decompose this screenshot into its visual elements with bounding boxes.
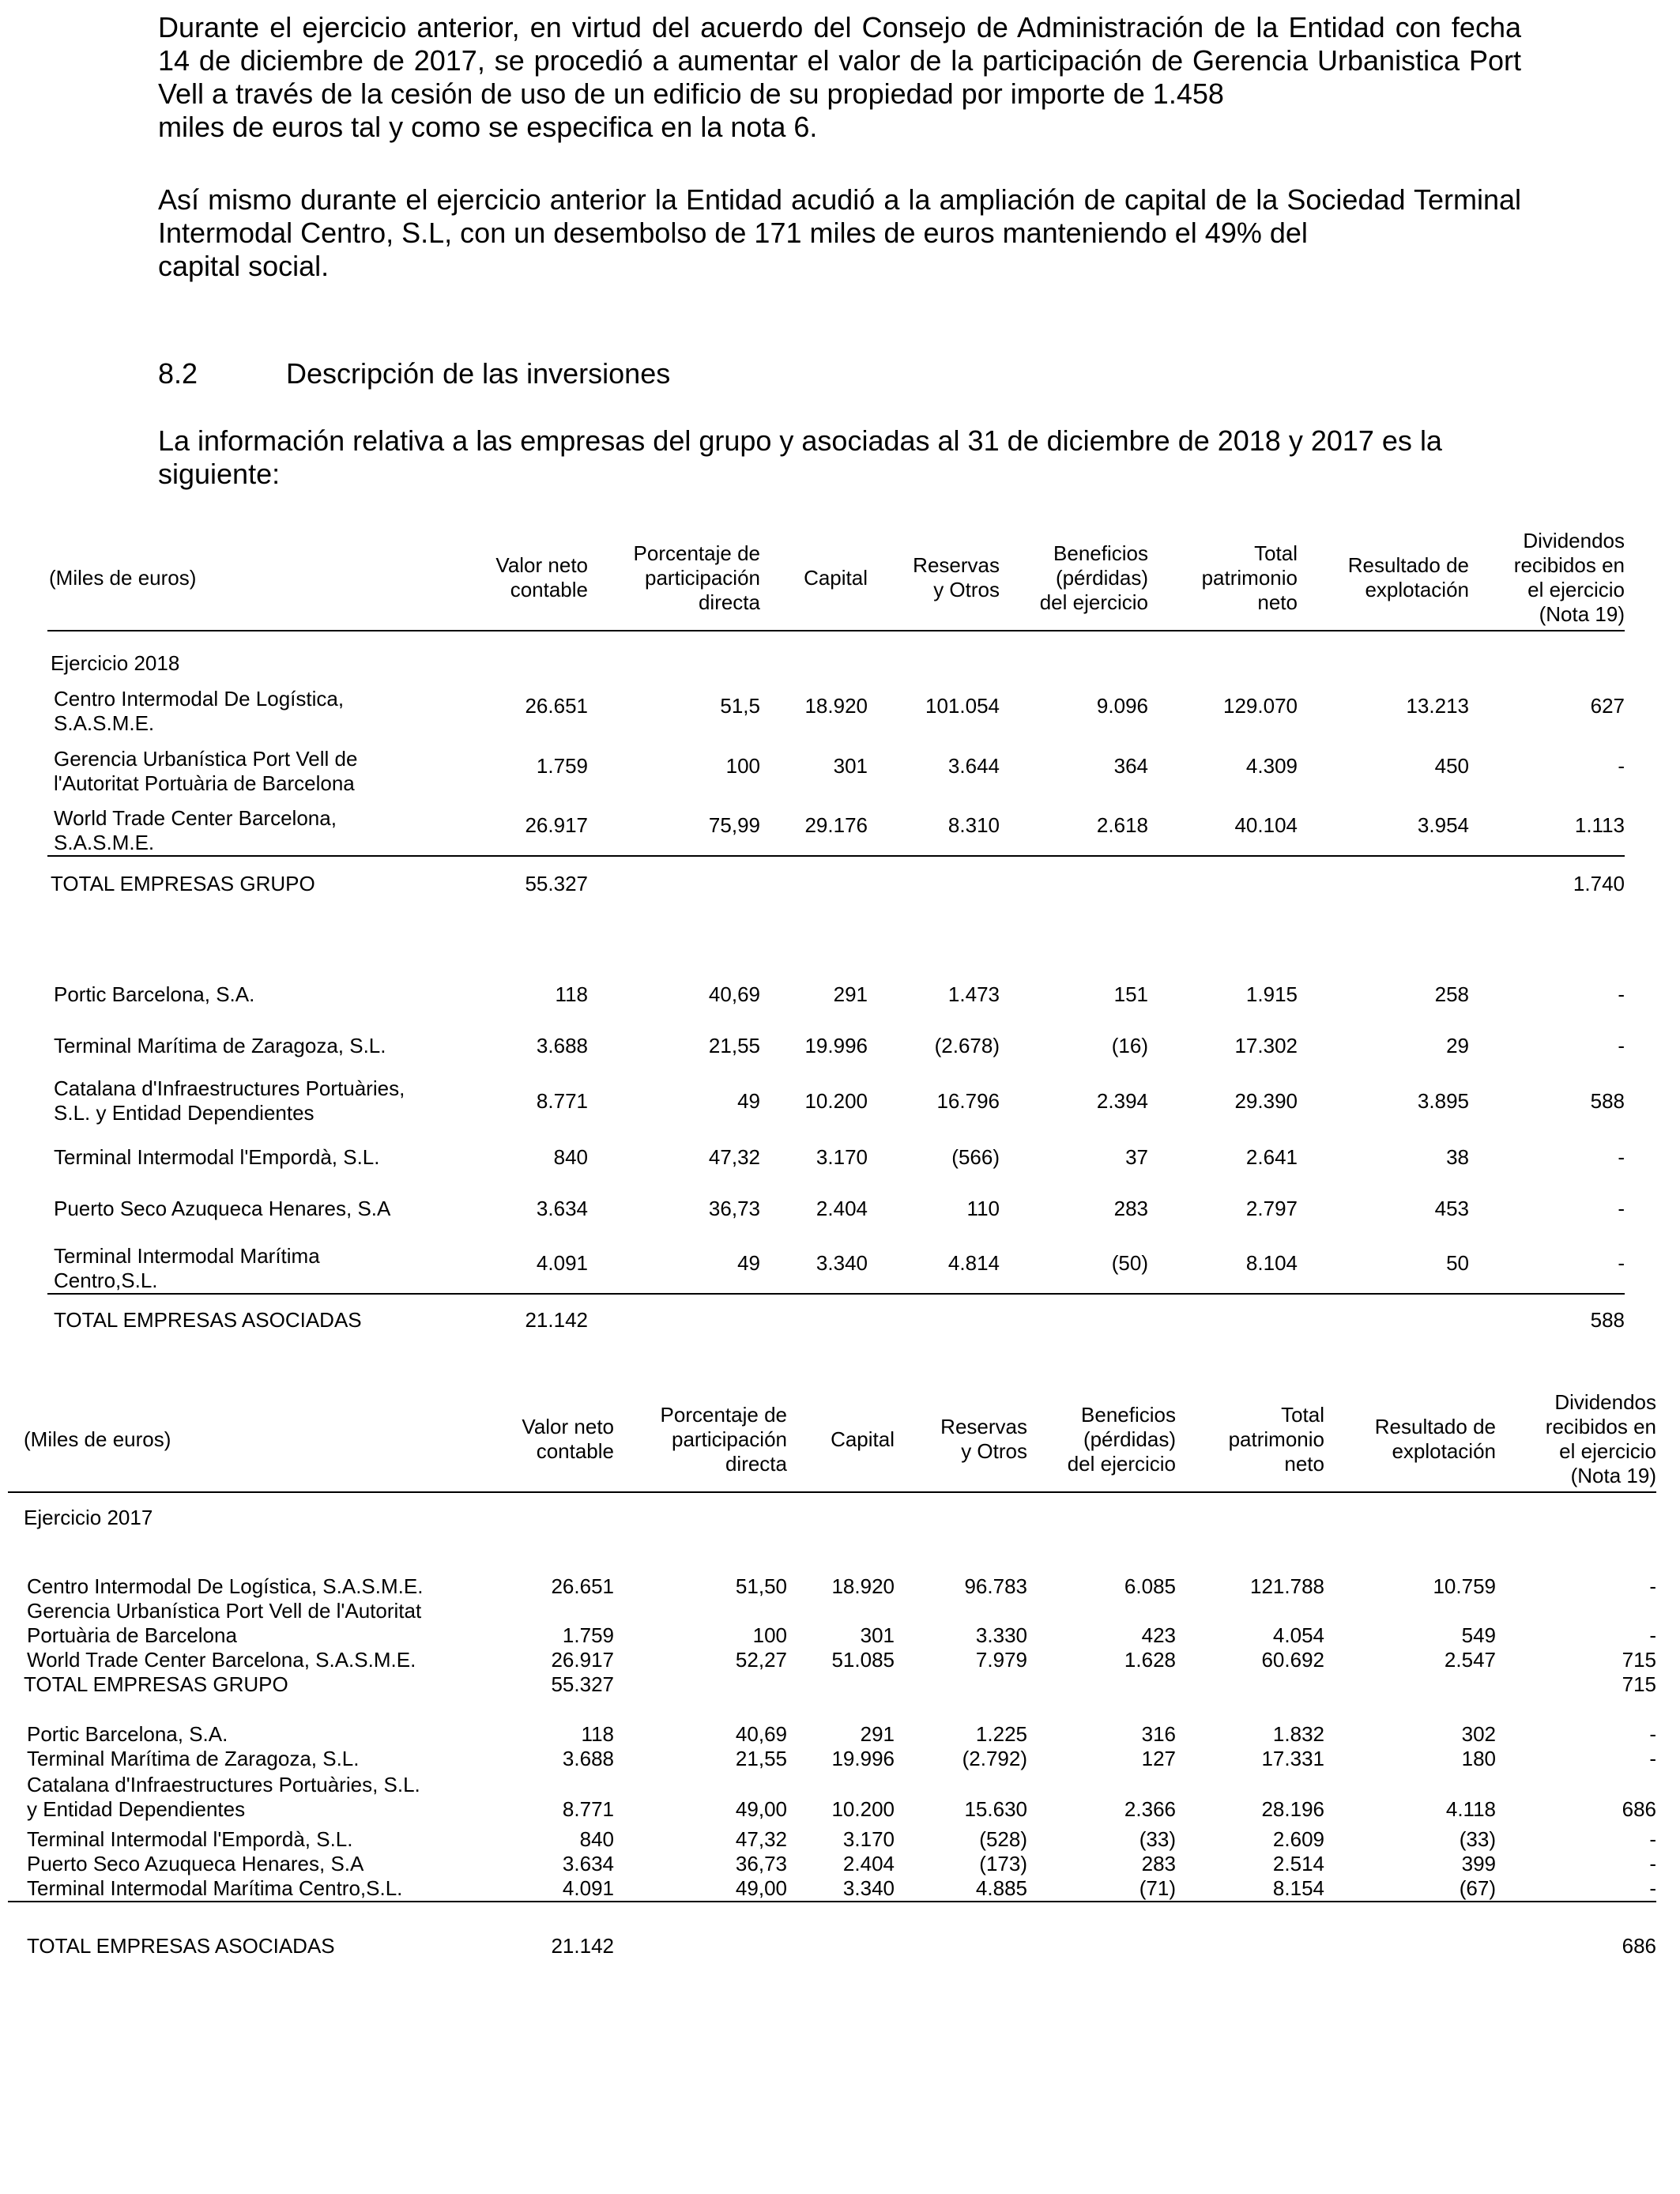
total-grupo-row (47, 856, 1625, 911)
beneficios-cell: (71) (1027, 1876, 1176, 1902)
reservas-cell: 8.310 (868, 796, 1000, 856)
resultado-cell: 453 (1434, 1196, 1469, 1220)
pct-cell: 51,5 (720, 693, 760, 718)
pct-cell: 36,73 (735, 1852, 787, 1875)
dividendos-cell: - (1649, 1852, 1656, 1875)
reservas-cell: (566) (951, 1144, 1000, 1169)
company-name: Catalana d'Infraestructures Portuàries, S.L. y Entidad Dependientes (54, 1076, 405, 1125)
capital-cell: 19.996 (831, 1747, 895, 1770)
patrimonio-cell: 2.609 (1272, 1827, 1324, 1851)
reservas-cell: 15.630 (964, 1797, 1027, 1821)
company-name: Catalana d'Infraestructures Portuàries, S.L. y Entidad Dependientes (27, 1773, 420, 1821)
intro-last-line: siguiente: (158, 458, 281, 490)
valor-cell: 3.688 (562, 1747, 614, 1770)
paragraph-body: Durante el ejercicio anterior, en virtud del acuerdo del Consejo de Administración de la Entidad con fecha 14 de diciembre de 2017, se procedió a aumentar el valor de la participación de Gerencia Urbanistica Port Vell a través de la cesión de uso de un edificio de su propiedad por importe de 1.458 (158, 11, 1521, 110)
valor-cell: 3.634 (562, 1852, 614, 1875)
valor-cell: 26.651 (525, 693, 588, 718)
dividendos-cell: 715 (1622, 1648, 1656, 1672)
beneficios-cell: 364 (1113, 753, 1148, 778)
company-name: Portic Barcelona, S.A. (27, 1722, 228, 1746)
resultado-cell: 450 (1434, 753, 1469, 778)
dividendos-cell: - (1649, 1574, 1656, 1598)
pct-cell: 40,69 (735, 1722, 787, 1746)
table-header-row (8, 1387, 1656, 1492)
total-label: TOTAL EMPRESAS GRUPO (24, 1672, 288, 1696)
table-row (8, 1876, 1656, 1902)
total-asociadas-row (47, 1294, 1625, 1346)
capital-cell: 18.920 (831, 1574, 895, 1598)
total-dividendos: 588 (1590, 1308, 1625, 1332)
patrimonio-cell: 121.788 (1250, 1574, 1324, 1598)
reservas-cell: 3.330 (975, 1623, 1027, 1647)
valor-cell: 8.771 (562, 1797, 614, 1821)
valor-cell: 1.759 (562, 1623, 614, 1647)
capital-cell: 10.200 (831, 1797, 895, 1821)
capital-cell: 2.404 (842, 1852, 895, 1875)
header-valor: Valor neto contable (506, 1387, 614, 1492)
valor-cell: 3.634 (536, 1196, 588, 1220)
reservas-cell: 4.885 (895, 1876, 1027, 1902)
company-name: World Trade Center Barcelona, S.A.S.M.E. (27, 1648, 416, 1672)
total-valor: 55.327 (525, 872, 588, 895)
dividendos-cell: - (1618, 982, 1625, 1006)
pct-cell: 49,00 (735, 1797, 787, 1821)
dividendos-cell: 686 (1622, 1797, 1656, 1821)
company-name: Terminal Intermodal l'Empordà, S.L. (54, 1144, 380, 1169)
company-name: Terminal Intermodal Marítima Centro,S.L. (47, 1234, 478, 1294)
resultado-cell: 549 (1461, 1623, 1496, 1647)
total-dividendos: 715 (1622, 1672, 1656, 1696)
valor-cell: 840 (579, 1827, 614, 1851)
table-row (47, 1183, 1625, 1234)
resultado-cell: 399 (1461, 1852, 1496, 1875)
table-header-row (47, 526, 1625, 631)
beneficios-cell: 316 (1141, 1722, 1176, 1746)
resultado-cell: 13.213 (1406, 693, 1469, 718)
pct-cell: 100 (752, 1623, 787, 1647)
total-asociadas-row (8, 1902, 1656, 1958)
beneficios-cell: (16) (1111, 1033, 1148, 1057)
header-reservas: Reservas y Otros (895, 1387, 1027, 1492)
valor-cell: 8.771 (536, 1088, 588, 1113)
reservas-cell: (2.792) (962, 1747, 1027, 1770)
capital-cell: 3.340 (787, 1876, 895, 1902)
patrimonio-cell: 1.915 (1245, 982, 1298, 1006)
header-resultado: Resultado de explotación (1324, 1387, 1496, 1492)
table-row (47, 1234, 1625, 1294)
resultado-cell: 38 (1446, 1144, 1469, 1169)
header-porcentaje: Porcentaje de participación directa (588, 526, 760, 631)
resultado-cell: 302 (1461, 1722, 1496, 1746)
year-label: Ejercicio 2017 (24, 1506, 153, 1529)
total-dividendos: 1.740 (1573, 872, 1625, 895)
valor-cell: 840 (553, 1144, 588, 1169)
year-row (47, 631, 1625, 676)
header-units: (Miles de euros) (47, 526, 478, 631)
capital-cell: 51.085 (831, 1648, 895, 1672)
table-row (8, 1722, 1656, 1747)
patrimonio-cell: 8.154 (1176, 1876, 1324, 1902)
dividendos-cell: - (1649, 1827, 1656, 1851)
reservas-cell: 96.783 (964, 1574, 1027, 1598)
pct-cell: 49 (588, 1234, 760, 1294)
patrimonio-cell: 1.832 (1272, 1722, 1324, 1746)
dividendos-cell: - (1649, 1747, 1656, 1770)
dividendos-cell: - (1618, 1196, 1625, 1220)
table-row (8, 1822, 1656, 1852)
paragraph-last-line: miles de euros tal y como se especifica en la nota 6. (158, 111, 818, 143)
table-row (8, 1771, 1656, 1822)
valor-cell: 26.917 (551, 1648, 614, 1672)
header-valor: Valor neto contable (478, 526, 588, 631)
table-row (8, 1747, 1656, 1771)
capital-cell: 291 (833, 982, 868, 1006)
year-row (8, 1492, 1656, 1543)
company-name: Gerencia Urbanística Port Vell de l'Autoritat Portuària de Barcelona (54, 747, 358, 795)
reservas-cell: (2.678) (934, 1033, 1000, 1057)
reservas-cell: 16.796 (936, 1088, 1000, 1113)
pct-cell: 40,69 (708, 982, 760, 1006)
reservas-cell: 1.225 (975, 1722, 1027, 1746)
reservas-cell: 3.644 (947, 753, 1000, 778)
paragraph-last-line: capital social. (158, 250, 330, 282)
beneficios-cell: 2.366 (1124, 1797, 1176, 1821)
capital-cell: 291 (860, 1722, 895, 1746)
reservas-cell: 110 (966, 1196, 1000, 1220)
header-units: (Miles de euros) (8, 1387, 506, 1492)
total-label: TOTAL EMPRESAS GRUPO (51, 872, 315, 895)
beneficios-cell: 9.096 (1096, 693, 1148, 718)
capital-cell: 3.170 (842, 1827, 895, 1851)
capital-cell: 301 (860, 1623, 895, 1647)
pct-cell: 49 (737, 1088, 760, 1113)
dividendos-cell: - (1649, 1722, 1656, 1746)
valor-cell: 118 (555, 982, 588, 1006)
total-dividendos: 686 (1622, 1934, 1656, 1958)
table-row (47, 968, 1625, 1020)
header-resultado: Resultado de explotación (1298, 526, 1469, 631)
header-porcentaje: Porcentaje de participación directa (614, 1387, 787, 1492)
pct-cell: 51,50 (735, 1574, 787, 1598)
capital-cell: 301 (833, 753, 868, 778)
company-name: Gerencia Urbanística Port Vell de l'Autoritat Portuària de Barcelona (27, 1599, 422, 1647)
section-title: Descripción de las inversiones (286, 357, 671, 390)
patrimonio-cell: 28.196 (1261, 1797, 1324, 1821)
patrimonio-cell: 2.797 (1245, 1196, 1298, 1220)
pct-cell: 47,32 (708, 1144, 760, 1169)
valor-cell: 26.917 (478, 796, 588, 856)
patrimonio-cell: 129.070 (1223, 693, 1298, 718)
patrimonio-cell: 29.390 (1234, 1088, 1298, 1113)
pct-cell: 100 (725, 753, 760, 778)
beneficios-cell: 423 (1141, 1623, 1176, 1647)
capital-cell: 19.996 (804, 1033, 868, 1057)
valor-cell: 3.688 (536, 1033, 588, 1057)
intro-body: La información relativa a las empresas del grupo y asociadas al 31 de diciembre de 2018 y 2017 es la (158, 424, 1442, 457)
paragraph-ampliacion (158, 183, 1521, 283)
header-patrimonio: Total patrimonio neto (1176, 1387, 1324, 1492)
capital-cell: 3.170 (816, 1144, 868, 1169)
reservas-cell: 101.054 (925, 693, 1000, 718)
resultado-cell: 258 (1434, 982, 1469, 1006)
table-row (47, 1020, 1625, 1071)
table-row (47, 796, 1625, 856)
beneficios-cell: 37 (1125, 1144, 1148, 1169)
total-label: TOTAL EMPRESAS ASOCIADAS (27, 1934, 335, 1958)
header-capital: Capital (787, 1387, 895, 1492)
header-beneficios: Beneficios (pérdidas) del ejercicio (1027, 1387, 1176, 1492)
reservas-cell: 4.814 (868, 1234, 1000, 1294)
paragraph-body: Así mismo durante el ejercicio anterior la Entidad acudió a la ampliación de capital de la Sociedad Terminal Intermodal Centro, S.L, con un desembolso de 171 miles de euros manteniendo el 49% del (158, 183, 1521, 249)
header-dividendos: Dividendos recibidos en el ejercicio (Nota 19) (1496, 1387, 1656, 1492)
patrimonio-cell: 40.104 (1148, 796, 1298, 856)
dividendos-cell: 627 (1590, 693, 1625, 718)
table-row (8, 1852, 1656, 1876)
dividendos-cell: - (1618, 1144, 1625, 1169)
total-valor: 55.327 (551, 1672, 614, 1696)
total-label: TOTAL EMPRESAS ASOCIADAS (54, 1308, 362, 1332)
dividendos-cell: - (1618, 753, 1625, 778)
beneficios-cell: (33) (1139, 1827, 1176, 1851)
company-name: World Trade Center Barcelona, S.A.S.M.E. (47, 796, 478, 856)
patrimonio-cell: 4.309 (1245, 753, 1298, 778)
year-label: Ejercicio 2018 (51, 651, 180, 675)
beneficios-cell: 1.628 (1124, 1648, 1176, 1672)
resultado-cell: (67) (1324, 1876, 1496, 1902)
resultado-cell: 10.759 (1433, 1574, 1496, 1598)
patrimonio-cell: 2.514 (1272, 1852, 1324, 1875)
header-patrimonio: Total patrimonio neto (1148, 526, 1298, 631)
table-row (8, 1599, 1656, 1648)
company-name: Terminal Marítima de Zaragoza, S.L. (54, 1033, 386, 1057)
resultado-cell: 180 (1461, 1747, 1496, 1770)
dividendos-cell: - (1469, 1234, 1625, 1294)
patrimonio-cell: 17.331 (1261, 1747, 1324, 1770)
table-row (8, 1574, 1656, 1599)
pct-cell: 49,00 (614, 1876, 787, 1902)
beneficios-cell: 283 (1113, 1196, 1148, 1220)
header-capital: Capital (760, 526, 868, 631)
resultado-cell: 3.954 (1298, 796, 1469, 856)
pct-cell: 47,32 (735, 1827, 787, 1851)
patrimonio-cell: 17.302 (1234, 1033, 1298, 1057)
resultado-cell: 4.118 (1445, 1797, 1496, 1821)
company-name: Centro Intermodal De Logística, S.A.S.M.E. (27, 1574, 424, 1598)
pct-cell: 36,73 (708, 1196, 760, 1220)
company-name: Puerto Seco Azuqueca Henares, S.A (27, 1852, 364, 1875)
company-name: Terminal Marítima de Zaragoza, S.L. (27, 1747, 360, 1770)
reservas-cell: 1.473 (947, 982, 1000, 1006)
dividendos-cell: - (1649, 1623, 1656, 1647)
header-dividendos: Dividendos recibidos en el ejercicio (Nota 19) (1469, 526, 1625, 631)
table-row (8, 1648, 1656, 1672)
table-row (47, 1131, 1625, 1183)
beneficios-cell: 6.085 (1124, 1574, 1176, 1598)
header-beneficios: Beneficios (pérdidas) del ejercicio (1000, 526, 1148, 631)
resultado-cell: 2.547 (1444, 1648, 1496, 1672)
table-row (47, 676, 1625, 736)
company-name: Portic Barcelona, S.A. (54, 982, 255, 1006)
beneficios-cell: 2.394 (1096, 1088, 1148, 1113)
total-valor: 21.142 (525, 1308, 588, 1332)
dividendos-cell: 588 (1590, 1088, 1625, 1113)
pct-cell: 21,55 (708, 1033, 760, 1057)
valor-cell: 118 (581, 1722, 614, 1746)
patrimonio-cell: 8.104 (1148, 1234, 1298, 1294)
beneficios-cell: 2.618 (1000, 796, 1148, 856)
resultado-cell: 50 (1298, 1234, 1469, 1294)
valor-cell: 4.091 (478, 1234, 588, 1294)
reservas-cell: (528) (979, 1827, 1027, 1851)
capital-cell: 3.340 (760, 1234, 868, 1294)
dividendos-cell: - (1496, 1876, 1656, 1902)
pct-cell: 75,99 (588, 796, 760, 856)
table-row (47, 736, 1625, 796)
pct-cell: 52,27 (735, 1648, 787, 1672)
company-name: Centro Intermodal De Logística, S.A.S.M.E. (54, 687, 345, 735)
company-name: Terminal Intermodal Marítima Centro,S.L. (8, 1876, 506, 1902)
valor-cell: 26.651 (551, 1574, 614, 1598)
resultado-cell: (33) (1459, 1827, 1496, 1851)
patrimonio-cell: 2.641 (1245, 1144, 1298, 1169)
beneficios-cell: 151 (1113, 982, 1148, 1006)
capital-cell: 18.920 (804, 693, 868, 718)
resultado-cell: 3.895 (1417, 1088, 1469, 1113)
section-number: 8.2 (158, 357, 198, 390)
company-name: Terminal Intermodal l'Empordà, S.L. (27, 1827, 353, 1851)
valor-cell: 1.759 (536, 753, 588, 778)
table-2018 (47, 526, 1625, 1346)
resultado-cell: 29 (1446, 1033, 1469, 1057)
company-name: Puerto Seco Azuqueca Henares, S.A (54, 1196, 391, 1220)
capital-cell: 10.200 (804, 1088, 868, 1113)
capital-cell: 2.404 (816, 1196, 868, 1220)
beneficios-cell: (50) (1000, 1234, 1148, 1294)
reservas-cell: 7.979 (975, 1648, 1027, 1672)
valor-cell: 4.091 (506, 1876, 614, 1902)
beneficios-cell: 283 (1141, 1852, 1176, 1875)
dividendos-cell: - (1618, 1033, 1625, 1057)
reservas-cell: (173) (979, 1852, 1027, 1875)
dividendos-cell: 1.113 (1469, 796, 1625, 856)
table-row (47, 1071, 1625, 1131)
table-2017 (8, 1387, 1656, 1958)
beneficios-cell: 127 (1141, 1747, 1176, 1770)
pct-cell: 21,55 (735, 1747, 787, 1770)
total-grupo-row (8, 1672, 1656, 1697)
total-valor: 21.142 (551, 1934, 614, 1958)
paragraph-consejo (158, 11, 1521, 144)
patrimonio-cell: 60.692 (1261, 1648, 1324, 1672)
capital-cell: 29.176 (760, 796, 868, 856)
section-heading (158, 357, 670, 390)
intro-paragraph (158, 424, 1521, 491)
header-reservas: Reservas y Otros (868, 526, 1000, 631)
patrimonio-cell: 4.054 (1272, 1623, 1324, 1647)
